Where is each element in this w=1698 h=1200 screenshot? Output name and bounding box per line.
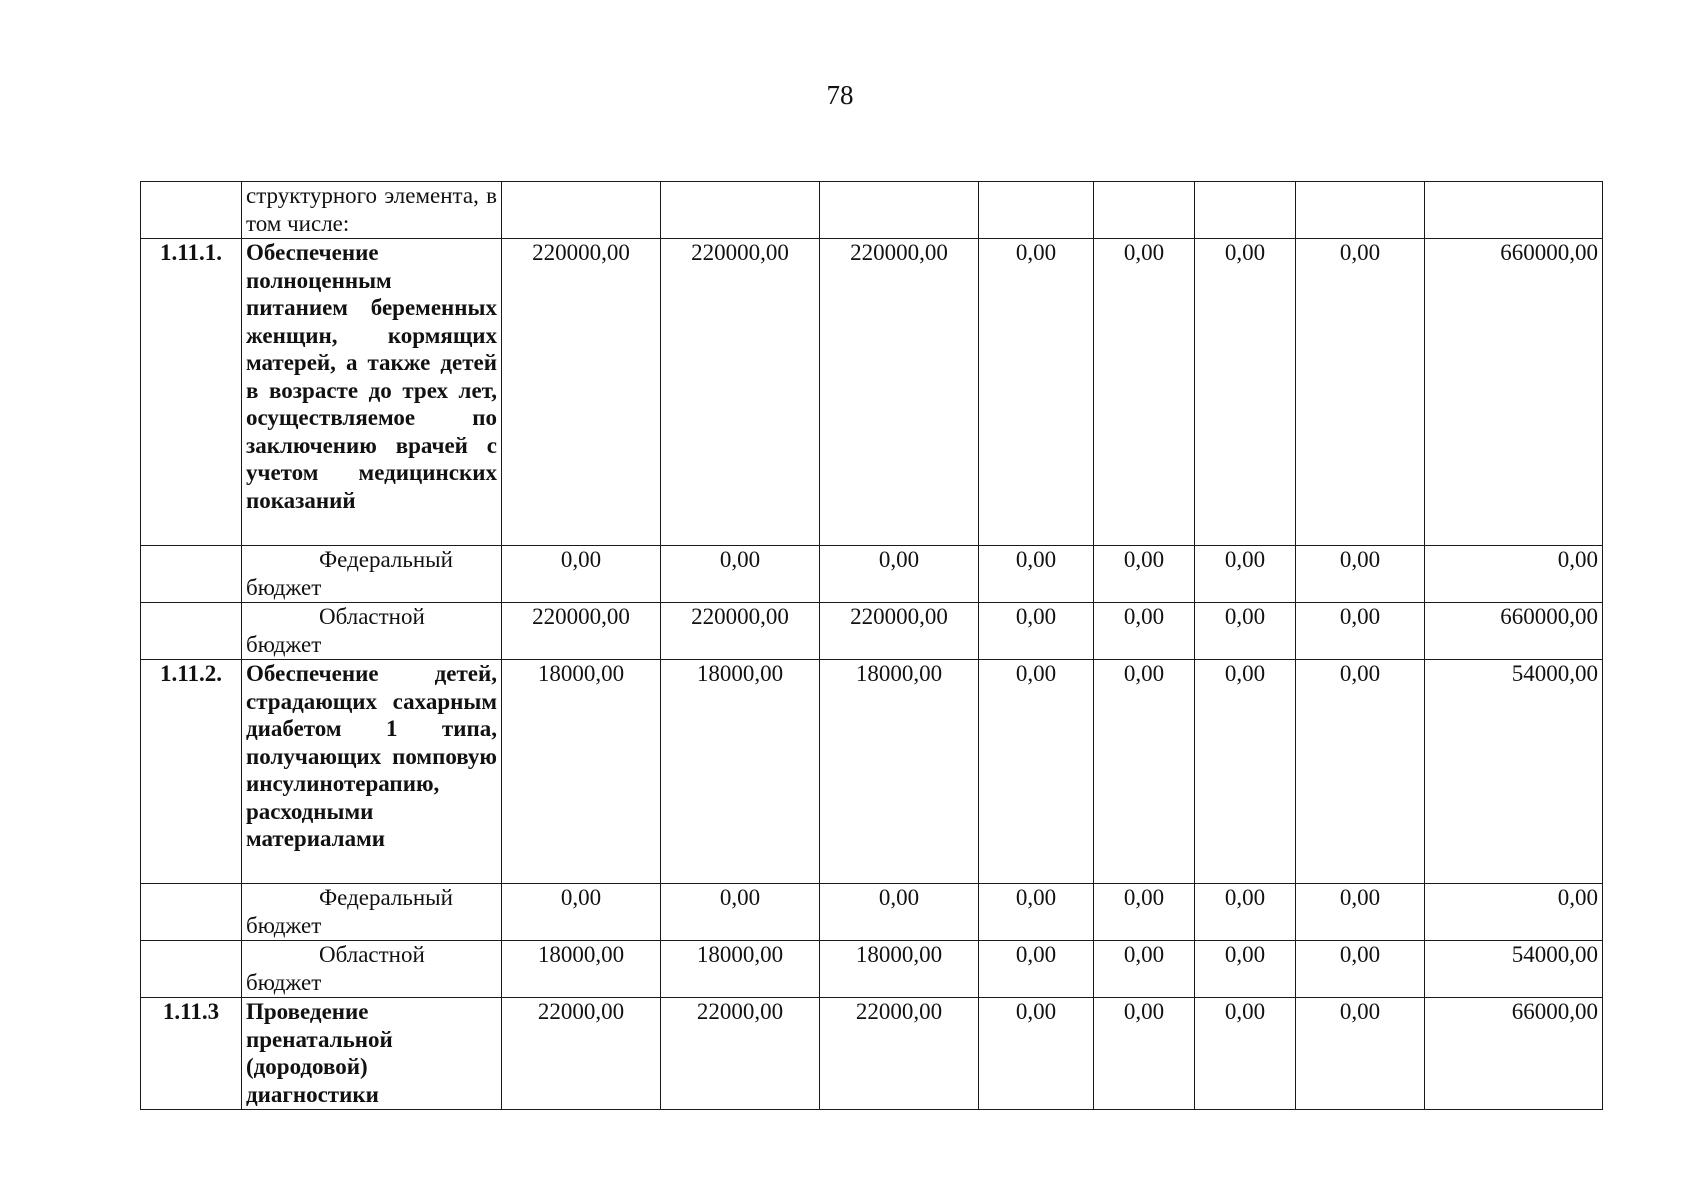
value-cell — [502, 182, 661, 239]
value-cell: 0,00 — [1195, 546, 1296, 603]
value-cell: 660000,00 — [1425, 603, 1603, 660]
value-cell — [820, 182, 979, 239]
value-cell: 0,00 — [1094, 603, 1195, 660]
value-cell: 0,00 — [820, 546, 979, 603]
value-cell: 54000,00 — [1425, 941, 1603, 998]
value-cell: 220000,00 — [661, 603, 820, 660]
value-cell: 0,00 — [661, 884, 820, 941]
value-cell: 0,00 — [1296, 998, 1425, 1110]
value-cell — [1094, 182, 1195, 239]
item-name: структурного элемента, в том числе: — [242, 182, 502, 239]
table-row — [141, 603, 1603, 660]
value-cell: 0,00 — [979, 941, 1094, 998]
value-cell: 0,00 — [1195, 998, 1296, 1110]
table-row — [141, 239, 1603, 546]
item-code — [141, 603, 242, 660]
value-cell: 0,00 — [1094, 660, 1195, 884]
value-cell: 0,00 — [1296, 546, 1425, 603]
item-name — [242, 603, 502, 660]
value-cell: 660000,00 — [1425, 239, 1603, 546]
value-cell: 0,00 — [1094, 239, 1195, 546]
item-name — [242, 546, 502, 603]
value-cell: 18000,00 — [661, 660, 820, 884]
value-cell: 0,00 — [1094, 546, 1195, 603]
budget-source-label-cont: бюджет — [246, 631, 322, 657]
item-code: 1.11.2. — [141, 660, 242, 884]
value-cell: 0,00 — [1094, 884, 1195, 941]
item-code — [141, 546, 242, 603]
value-cell: 0,00 — [979, 998, 1094, 1110]
value-cell — [1296, 182, 1425, 239]
value-cell: 22000,00 — [820, 998, 979, 1110]
value-cell: 0,00 — [1195, 603, 1296, 660]
value-cell: 220000,00 — [502, 603, 661, 660]
value-cell: 0,00 — [1195, 884, 1296, 941]
value-cell: 0,00 — [1094, 941, 1195, 998]
value-cell: 54000,00 — [1425, 660, 1603, 884]
budget-source-label-cont: бюджет — [246, 574, 322, 600]
value-cell: 0,00 — [502, 884, 661, 941]
value-cell: 0,00 — [820, 884, 979, 941]
budget-source-label: Областной — [319, 604, 425, 629]
value-cell — [661, 182, 820, 239]
item-name — [242, 884, 502, 941]
table-row — [141, 660, 1603, 884]
value-cell: 0,00 — [502, 546, 661, 603]
value-cell: 0,00 — [1094, 998, 1195, 1110]
value-cell: 18000,00 — [820, 660, 979, 884]
budget-source-label-cont: бюджет — [246, 912, 322, 938]
budget-source-label: Областной — [319, 942, 425, 967]
item-name: Обеспечение детей, страдающих сахарным диабетом 1 типа, получающих помповую инсулинотерапию, расходными материалами — [242, 660, 502, 884]
value-cell: 220000,00 — [661, 239, 820, 546]
value-cell: 0,00 — [1195, 660, 1296, 884]
item-code — [141, 182, 242, 239]
budget-source-label-cont: бюджет — [246, 969, 322, 995]
value-cell — [1195, 182, 1296, 239]
budget-source-label: Федеральный — [319, 885, 453, 910]
value-cell: 0,00 — [1296, 239, 1425, 546]
item-name: Проведение пренатальной (дородовой) диагностики — [242, 998, 502, 1110]
table-row — [141, 884, 1603, 941]
value-cell: 0,00 — [1425, 884, 1603, 941]
value-cell: 18000,00 — [502, 660, 661, 884]
item-name — [242, 941, 502, 998]
item-name: Обеспечение полноценным питанием беременных женщин, кормящих матерей, а также детей в возрасте до трех лет, осуществляемое по заключению врачей с учетом медицинских показаний — [242, 239, 502, 546]
budget-table — [140, 181, 1603, 1110]
value-cell: 18000,00 — [661, 941, 820, 998]
value-cell: 220000,00 — [502, 239, 661, 546]
table-row — [141, 941, 1603, 998]
value-cell: 0,00 — [1296, 884, 1425, 941]
value-cell: 18000,00 — [502, 941, 661, 998]
value-cell: 66000,00 — [1425, 998, 1603, 1110]
value-cell: 0,00 — [979, 239, 1094, 546]
item-code: 1.11.3 — [141, 998, 242, 1110]
value-cell: 18000,00 — [820, 941, 979, 998]
value-cell: 0,00 — [979, 660, 1094, 884]
value-cell — [979, 182, 1094, 239]
value-cell: 0,00 — [1296, 603, 1425, 660]
value-cell: 0,00 — [979, 884, 1094, 941]
value-cell: 0,00 — [1296, 941, 1425, 998]
value-cell: 0,00 — [661, 546, 820, 603]
value-cell: 0,00 — [979, 546, 1094, 603]
item-code — [141, 884, 242, 941]
value-cell: 0,00 — [1195, 239, 1296, 546]
value-cell: 0,00 — [1425, 546, 1603, 603]
table-row — [141, 998, 1603, 1110]
table-row — [141, 182, 1603, 239]
item-code — [141, 941, 242, 998]
value-cell — [1425, 182, 1603, 239]
table-row — [141, 546, 1603, 603]
value-cell: 22000,00 — [661, 998, 820, 1110]
budget-source-label: Федеральный — [319, 547, 453, 572]
value-cell: 220000,00 — [820, 603, 979, 660]
value-cell: 0,00 — [979, 603, 1094, 660]
item-code: 1.11.1. — [141, 239, 242, 546]
value-cell: 0,00 — [1296, 660, 1425, 884]
value-cell: 220000,00 — [820, 239, 979, 546]
value-cell: 22000,00 — [502, 998, 661, 1110]
page-number: 78 — [826, 80, 854, 110]
value-cell: 0,00 — [1195, 941, 1296, 998]
